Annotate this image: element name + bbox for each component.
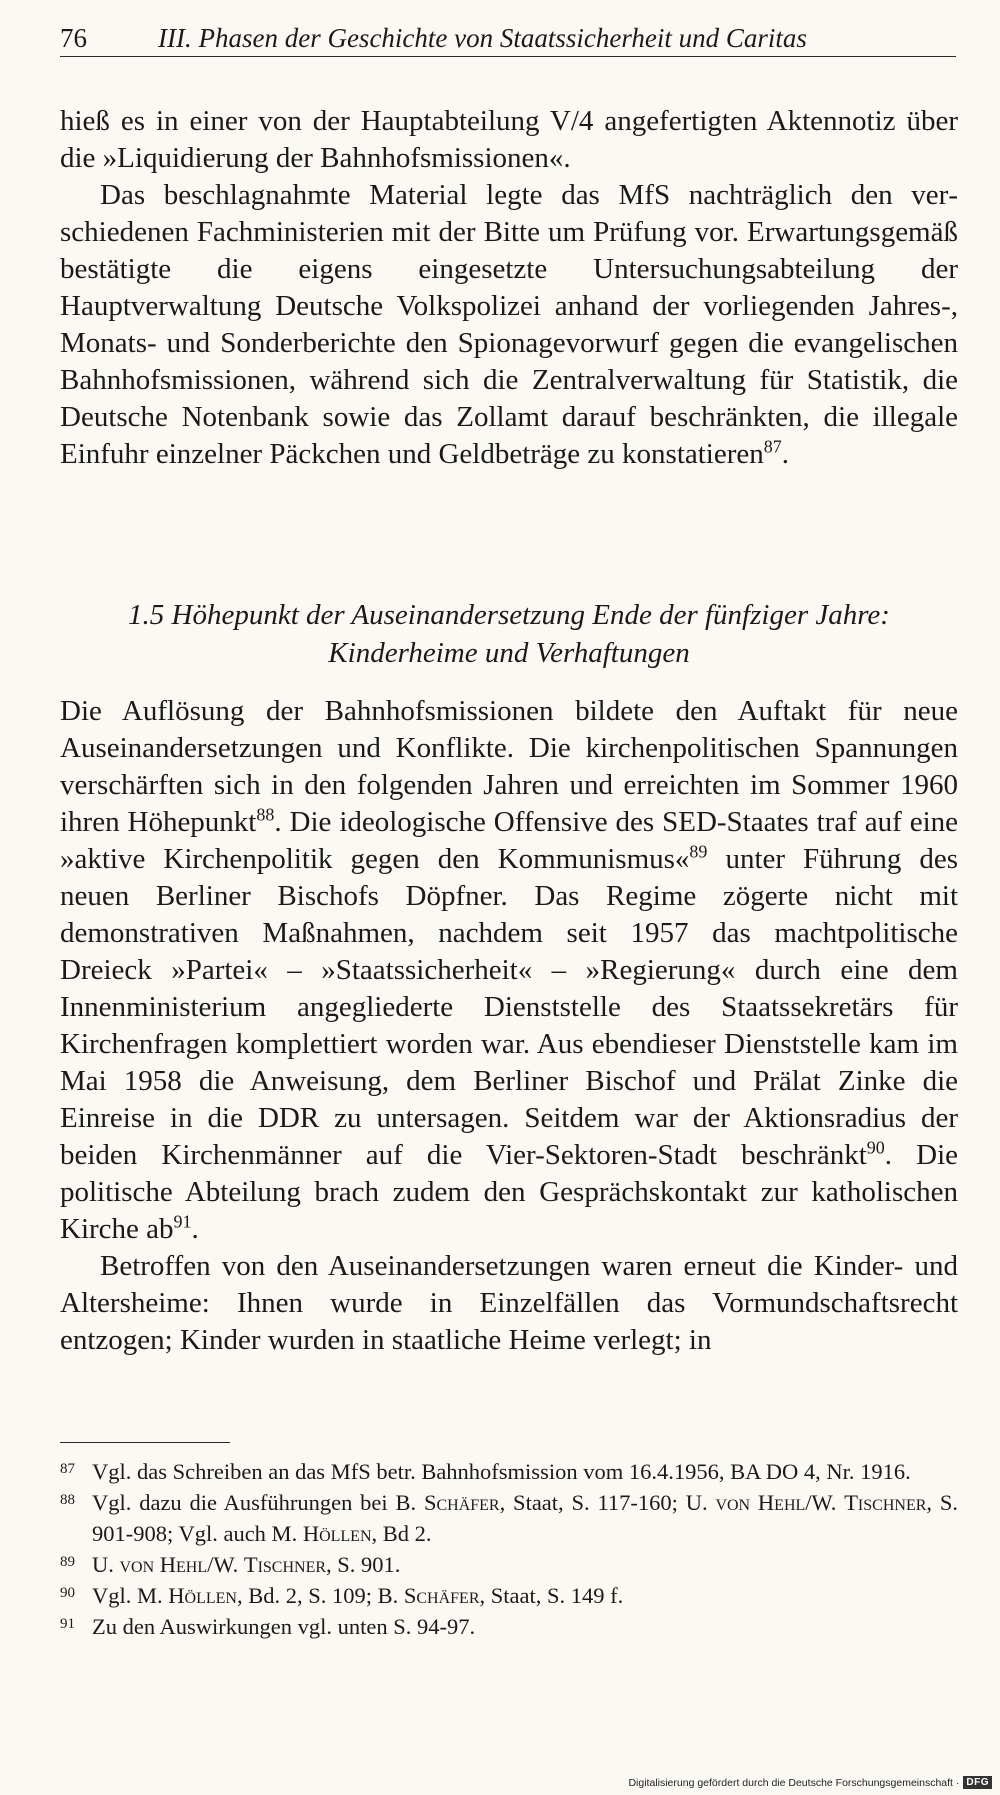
footnote-divider	[60, 1442, 230, 1443]
section-text-1	[60, 103, 958, 473]
running-title: III. Phasen der Geschichte von Staatssicherheit und Caritas	[158, 23, 807, 53]
heading-line-2: Kinderheime und Verhaftungen	[328, 637, 690, 669]
footnote-88: 88 Vgl. dazu die Ausführungen bei B. Schäfer, Staat, S. 117-160; U. von Hehl/W. Tischner, S. 901-908; Vgl. auch M. Höllen, Bd 2.	[60, 1490, 958, 1546]
page-number: 76	[60, 23, 87, 53]
running-header	[60, 20, 956, 57]
section-text-2	[60, 693, 958, 1359]
paragraph: Die Auflösung der Bahnhofsmissionen bildete den Auftakt für neue Auseinandersetzungen und Konflikte. Die kirchenpolitischen Spannungen verschärften sich in den folgenden Jahren und erreichten im Sommer 1960 ihren Höhepunkt$^{88}$. Die ideologische Offensive des SED-Staates traf auf eine »aktive Kirchenpolitik gegen den Kommunismus«$^{89}$ unter Führung des neuen Berliner Bischofs Döpfner. Das Regime zögerte nicht mit demonstrativen Maßnahmen, nachdem seit 1957 das machtpolitische Dreieck »Partei« – »Staatssicherheit« – »Regierung« durch eine dem Innenministerium angegliederte Dienststelle des Staatssekretärs für Kirchenfragen komplettiert worden war. Aus ebendieser Dienststelle kam im Mai 1958 die Anweisung, dem Berliner Bischof und Prälat Zinke die Einreise in die DDR zu untersagen. Seitdem war der Aktionsradius der beiden Kirchenmänner auf die Vier-Sektoren-Stadt beschränkt$^{90}$. Die politische Abteilung brach zudem den Gesprächskontakt zur katholischen Kirche $ab^{91}$.	[60, 695, 959, 1245]
footnotes	[60, 1456, 958, 1642]
paragraph: Betroffen von den Auseinandersetzungen waren erneut die Kinder- und Altersheime: Ihnen wurde in Einzelfällen das Vormundschaftsrecht entzogen; Kinder wurden in staatliche Heime verlegt; in	[60, 1250, 958, 1356]
footnote-87: 87 Vgl. das Schreiben an das MfS betr. Bahnhofsmission vom 16.4.1956, BA DO 4, Nr. 1916.	[60, 1459, 911, 1484]
footnote-90: 90 Vgl. M. Höllen, Bd. 2, S. 109; B. Schäfer, Staat, S. 149 f.	[60, 1583, 624, 1608]
footnote-89: 89 U. von Hehl/W. Tischner, S. 901.	[60, 1552, 401, 1577]
footnote-ref-87[interactable]: 87	[763, 436, 782, 457]
paragraph: hieß es in einer von der Hauptabteilung V/4 angefertigten Aktennotiz über die »Liquidierung der Bahnhofsmissionen«.	[60, 105, 958, 174]
dfg-logo-icon: DFG	[963, 1776, 992, 1789]
credit-text: Digitalisierung gefördert durch die Deutsche Forschungsgemeinschaft ·	[628, 1776, 960, 1789]
footnote-ref-89[interactable]: 89	[689, 841, 708, 862]
footnote-ref-88[interactable]: 88	[256, 804, 275, 825]
footnote-91: 91 Zu den Auswirkungen vgl. unten S. 94-97.	[60, 1614, 476, 1639]
digitization-credit	[628, 1776, 992, 1789]
heading-line-1: 1.5 Höhepunkt der Auseinandersetzung Ende der fünfziger Jahre:	[128, 599, 890, 631]
footnote-ref-91[interactable]: 91	[173, 1211, 192, 1232]
section-heading	[60, 596, 958, 672]
paragraph: Das beschlagnahmte Material legte das MfS nachträglich den verschiedenen Fachministerien mit der Bitte um Prüfung vor. Erwartungsgemäß bestätigte die eigens eingesetzte Untersuchungsabteilung der Hauptverwaltung Deutsche Volkspolizei anhand der vorliegenden Jahres-, Monats- und Sonderberichte den Spionagevorwurf gegen die evangelischen Bahnhofsmissionen, während sich die Zentralverwaltung für Statistik, die Deutsche Notenbank sowie das Zollamt darauf beschränkten, die illegale Einfuhr einzelner Päckchen und Geldbeträge zu konstatieren$^{87}$.	[60, 179, 958, 470]
footnote-ref-90[interactable]: 90	[866, 1137, 885, 1158]
